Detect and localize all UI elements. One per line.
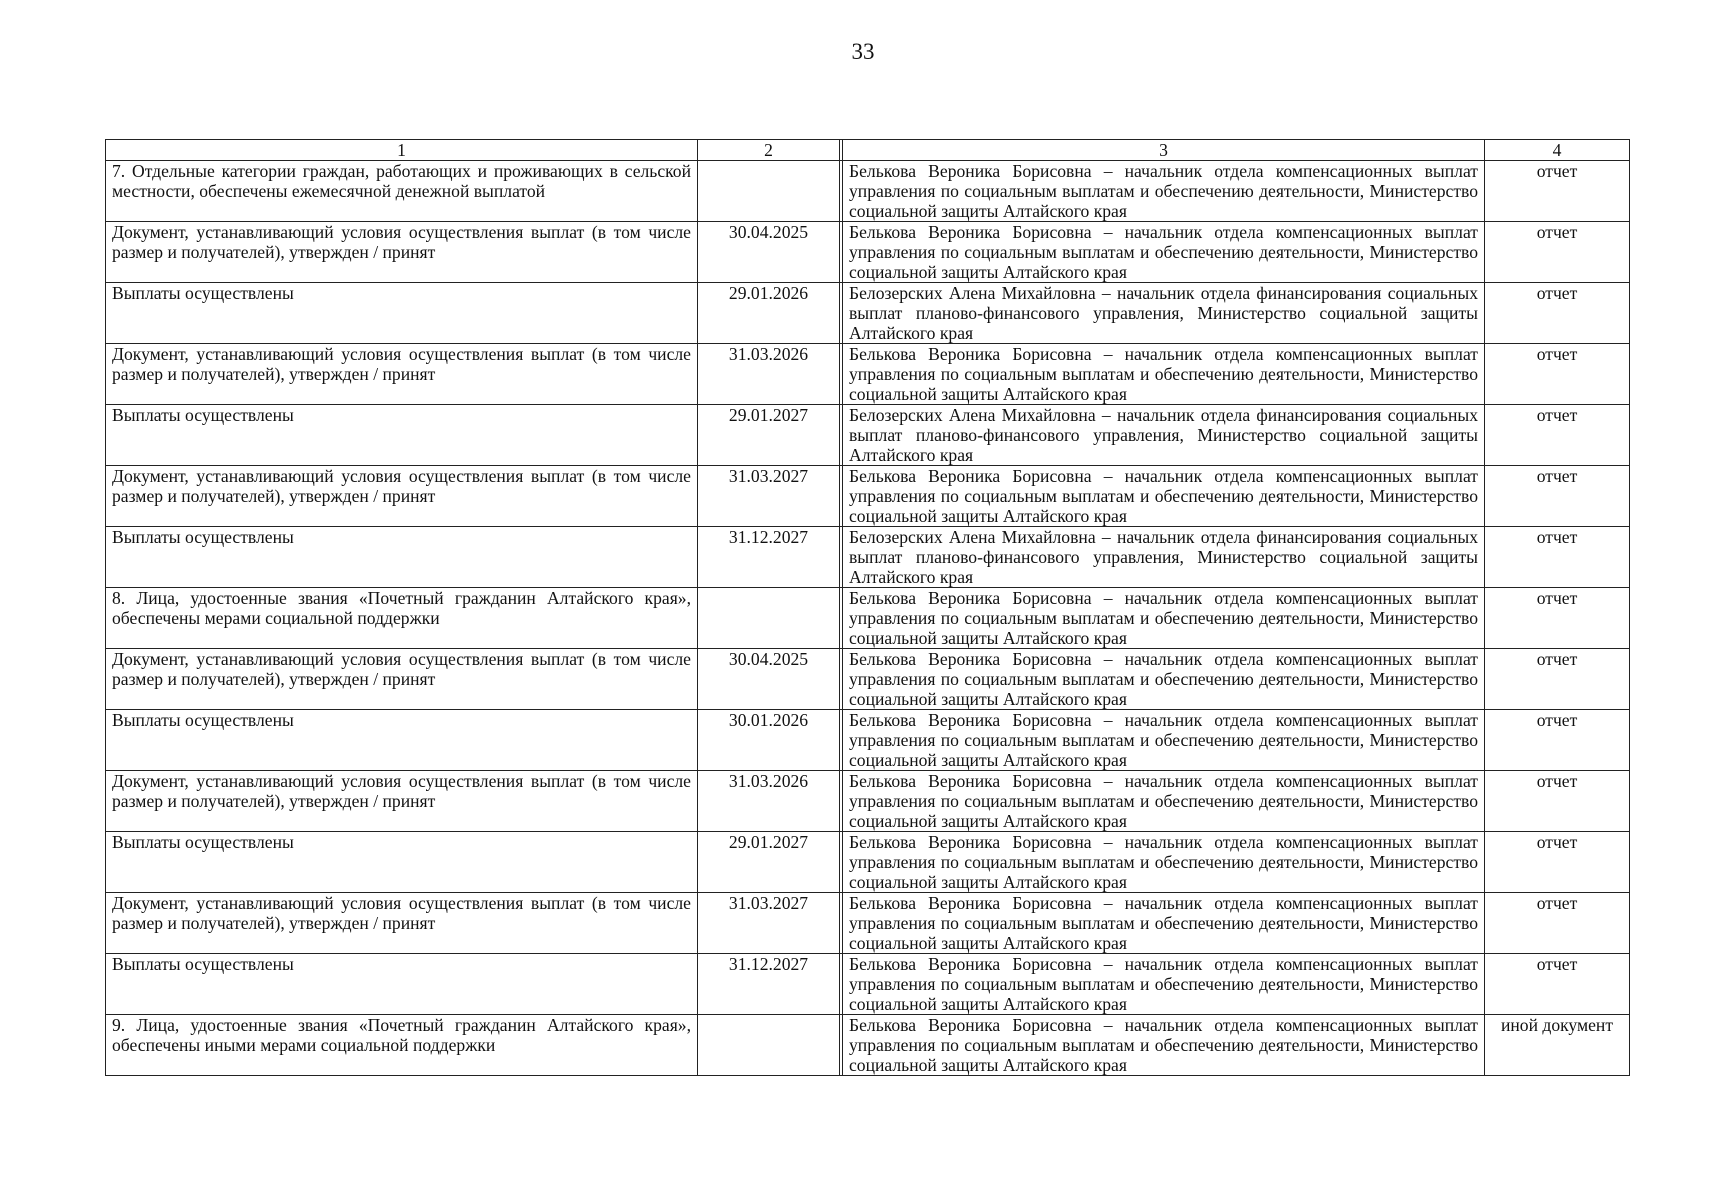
row-responsible: Белькова Вероника Борисовна – начальник отдела компенсационных выплат управления по социальным выплатам и обеспечению деятельности, Министерство социальной защиты Алтайского края [843,466,1485,527]
row-date: 31.03.2027 [698,466,840,527]
row-description: Выплаты осуществлены [106,283,698,344]
table-row [106,893,1630,954]
table-body [106,161,1630,1076]
table-row [106,954,1630,1015]
row-result: отчет [1485,710,1630,771]
row-result: отчет [1485,344,1630,405]
row-date: 31.12.2027 [698,527,840,588]
row-responsible: Белькова Вероника Борисовна – начальник отдела компенсационных выплат управления по социальным выплатам и обеспечению деятельности, Министерство социальной защиты Алтайского края [843,344,1485,405]
row-date: 31.03.2027 [698,893,840,954]
row-date [698,1015,840,1076]
table-row [106,832,1630,893]
page-number: 33 [851,39,875,64]
row-result: отчет [1485,893,1630,954]
row-result: отчет [1485,954,1630,1015]
table-row [106,527,1630,588]
table-row [106,649,1630,710]
row-responsible: Белькова Вероника Борисовна – начальник отдела компенсационных выплат управления по социальным выплатам и обеспечению деятельности, Министерство социальной защиты Алтайского края [843,771,1485,832]
header-col-3: 3 [843,140,1485,161]
table-row [106,588,1630,649]
row-responsible: Белькова Вероника Борисовна – начальник отдела компенсационных выплат управления по социальным выплатам и обеспечению деятельности, Министерство социальной защиты Алтайского края [843,954,1485,1015]
row-result: отчет [1485,832,1630,893]
row-responsible: Белькова Вероника Борисовна – начальник отдела компенсационных выплат управления по социальным выплатам и обеспечению деятельности, Министерство социальной защиты Алтайского края [843,710,1485,771]
row-description: Документ, устанавливающий условия осуществления выплат (в том числе размер и получателей), утвержден / принят [106,771,698,832]
row-responsible: Белькова Вероника Борисовна – начальник отдела компенсационных выплат управления по социальным выплатам и обеспечению деятельности, Министерство социальной защиты Алтайского края [843,588,1485,649]
row-result: отчет [1485,588,1630,649]
row-date: 31.03.2026 [698,344,840,405]
row-responsible: Белозерских Алена Михайловна – начальник отдела финансирования социальных выплат планово-финансового управления, Министерство социальной защиты Алтайского края [843,527,1485,588]
row-responsible: Белькова Вероника Борисовна – начальник отдела компенсационных выплат управления по социальным выплатам и обеспечению деятельности, Министерство социальной защиты Алтайского края [843,649,1485,710]
row-result: отчет [1485,222,1630,283]
row-result: отчет [1485,466,1630,527]
row-responsible: Белькова Вероника Борисовна – начальник отдела компенсационных выплат управления по социальным выплатам и обеспечению деятельности, Министерство социальной защиты Алтайского края [843,832,1485,893]
row-date: 30.04.2025 [698,649,840,710]
row-description: Документ, устанавливающий условия осуществления выплат (в том числе размер и получателей), утвержден / принят [106,893,698,954]
row-result: иной документ [1485,1015,1630,1076]
row-result: отчет [1485,161,1630,222]
table-row [106,222,1630,283]
table-row [106,161,1630,222]
row-date: 31.12.2027 [698,954,840,1015]
row-description: Документ, устанавливающий условия осуществления выплат (в том числе размер и получателей), утвержден / принят [106,222,698,283]
row-result: отчет [1485,527,1630,588]
row-description: Выплаты осуществлены [106,527,698,588]
row-date: 30.01.2026 [698,710,840,771]
document-table [105,139,1630,1076]
row-description: 7. Отдельные категории граждан, работающих и проживающих в сельской местности, обеспечены ежемесячной денежной выплатой [106,161,698,222]
row-date: 29.01.2027 [698,405,840,466]
header-col-4: 4 [1485,140,1630,161]
table-row [106,710,1630,771]
row-result: отчет [1485,649,1630,710]
row-date: 29.01.2026 [698,283,840,344]
row-description: 8. Лица, удостоенные звания «Почетный гражданин Алтайского края», обеспечены мерами социальной поддержки [106,588,698,649]
row-description: 9. Лица, удостоенные звания «Почетный гражданин Алтайского края», обеспечены иными мерами социальной поддержки [106,1015,698,1076]
table-row [106,1015,1630,1076]
row-result: отчет [1485,283,1630,344]
row-date: 29.01.2027 [698,832,840,893]
table-row [106,405,1630,466]
row-description: Выплаты осуществлены [106,832,698,893]
row-date [698,588,840,649]
table-row [106,466,1630,527]
row-date [698,161,840,222]
header-row [106,140,1630,161]
row-responsible: Белькова Вероника Борисовна – начальник отдела компенсационных выплат управления по социальным выплатам и обеспечению деятельности, Министерство социальной защиты Алтайского края [843,1015,1485,1076]
table-row [106,771,1630,832]
header-col-1: 1 [106,140,698,161]
row-responsible: Белькова Вероника Борисовна – начальник отдела компенсационных выплат управления по социальным выплатам и обеспечению деятельности, Министерство социальной защиты Алтайского края [843,161,1485,222]
row-date: 30.04.2025 [698,222,840,283]
row-description: Документ, устанавливающий условия осуществления выплат (в том числе размер и получателей), утвержден / принят [106,466,698,527]
row-description: Выплаты осуществлены [106,954,698,1015]
row-result: отчет [1485,771,1630,832]
row-result: отчет [1485,405,1630,466]
row-responsible: Белькова Вероника Борисовна – начальник отдела компенсационных выплат управления по социальным выплатам и обеспечению деятельности, Министерство социальной защиты Алтайского края [843,893,1485,954]
header-col-2: 2 [698,140,840,161]
row-responsible: Белозерских Алена Михайловна – начальник отдела финансирования социальных выплат планово-финансового управления, Министерство социальной защиты Алтайского края [843,405,1485,466]
row-description: Выплаты осуществлены [106,405,698,466]
row-description: Документ, устанавливающий условия осуществления выплат (в том числе размер и получателей), утвержден / принят [106,344,698,405]
table-row [106,344,1630,405]
row-description: Документ, устанавливающий условия осуществления выплат (в том числе размер и получателей), утвержден / принят [106,649,698,710]
table-row [106,283,1630,344]
row-responsible: Белькова Вероника Борисовна – начальник отдела компенсационных выплат управления по социальным выплатам и обеспечению деятельности, Министерство социальной защиты Алтайского края [843,222,1485,283]
row-description: Выплаты осуществлены [106,710,698,771]
row-date: 31.03.2026 [698,771,840,832]
row-responsible: Белозерских Алена Михайловна – начальник отдела финансирования социальных выплат планово-финансового управления, Министерство социальной защиты Алтайского края [843,283,1485,344]
